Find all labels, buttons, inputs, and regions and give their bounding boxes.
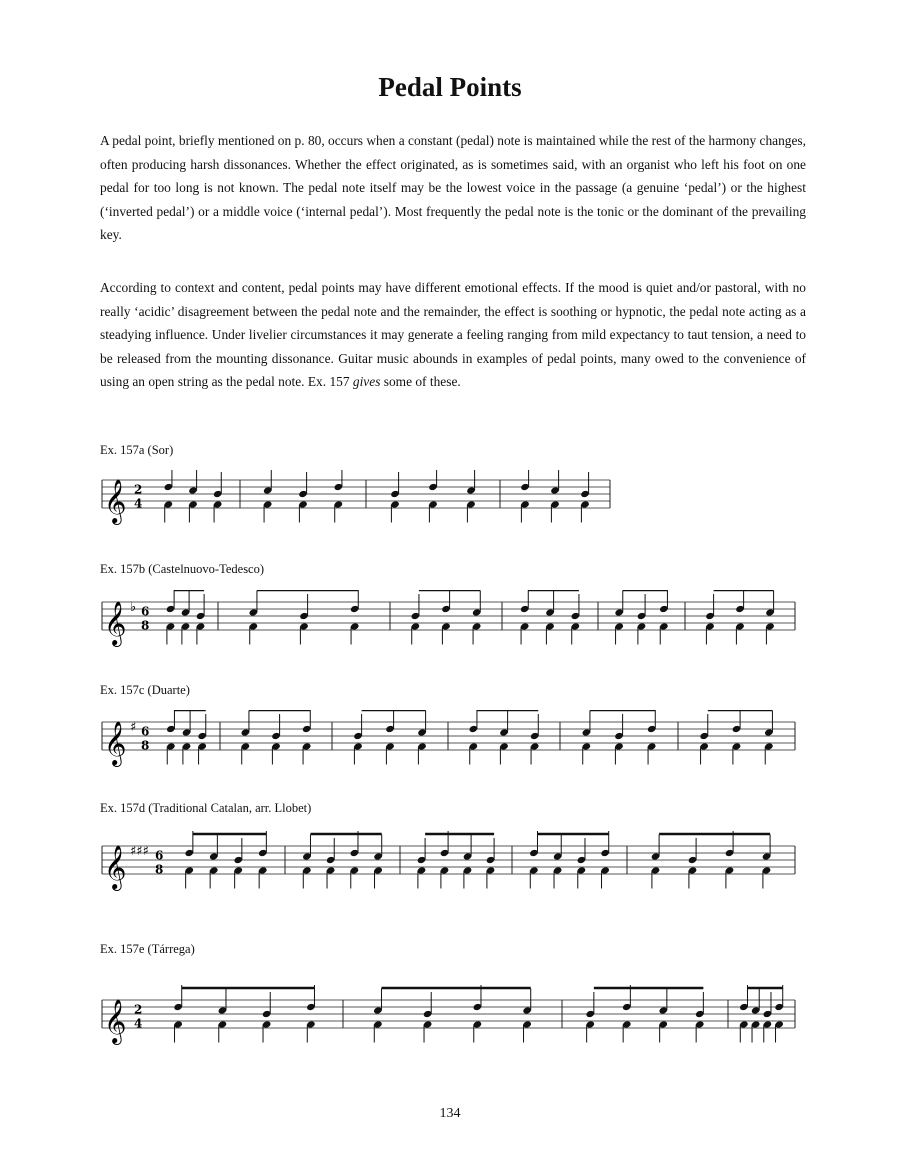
key-signature: ♯♯♯ [130,844,149,860]
paragraph-2 [100,276,806,394]
time-signature-top: 2 [134,482,143,497]
time-signature-top: 6 [141,724,150,739]
time-signature-top: 6 [155,848,164,863]
time-signature-bottom: 4 [134,1016,143,1031]
example-label-a: Ex. 157a (Sor) [100,443,174,457]
paragraph-1: A pedal point, briefly mentioned on p. 80, occurs when a constant (pedal) note is maintained while the rest of the harmony changes, often producing harsh dissonances. Whether the effect originated, as is sometimes said, with an organist who left his foot on one pedal for too long is not known. The pedal note itself may be the lowest voice in the passage (a genuine ‘pedal’) or the highest (‘inverted pedal’) or a middle voice (‘internal pedal’). Most frequently the pedal note is the tonic or the dominant of the prevailing key. [100,133,806,242]
treble-clef-icon: 𝄞 [104,999,127,1043]
page-number: 134 [439,1106,461,1121]
music-staff-b [100,590,800,660]
example-label-e: Ex. 157e (Tárrega) [100,942,195,956]
time-signature-bottom: 4 [134,496,143,511]
treble-clef-icon: 𝄞 [104,479,127,523]
key-signature: ♭ [130,600,137,616]
music-staff-c [100,710,800,780]
paragraph-2-italic: gives [352,374,381,389]
paragraph-2-end: some of these. [380,374,461,389]
time-signature-top: 2 [134,1002,143,1017]
example-label-b: Ex. 157b (Castelnuovo-Tedesco) [100,562,265,576]
key-signature: ♯ [130,720,137,736]
music-staff-e [100,972,800,1072]
time-signature-bottom: 8 [141,618,150,633]
time-signature-bottom: 8 [141,738,150,753]
treble-clef-icon: 𝄞 [104,845,127,889]
example-label-d: Ex. 157d (Traditional Catalan, arr. Llobet) [100,801,312,815]
time-signature-top: 6 [141,604,150,619]
music-staff-a [100,470,620,530]
example-label-c: Ex. 157c (Duarte) [100,683,190,697]
treble-clef-icon: 𝄞 [104,721,127,765]
paragraph-2-text: According to context and content, pedal points may have different emotional effects. If the mood is quiet and/or pastoral, with no really ‘acidic’ disagreement between the pedal note and the remainder, the effect is soothing or hypnotic, the pedal note acting as a steadying influence. Under livelier circumstances it may generate a feeling ranging from mild expectancy to taut tension, a need to be released from the mounting dissonance. Guitar music abounds in examples of pedal points, many owed to the convenience of using an open string as the pedal note. Ex. 157 [100,280,806,389]
page-title: Pedal Points [378,72,522,102]
treble-clef-icon: 𝄞 [104,601,127,645]
music-staff-d [100,830,800,910]
time-signature-bottom: 8 [155,862,164,877]
